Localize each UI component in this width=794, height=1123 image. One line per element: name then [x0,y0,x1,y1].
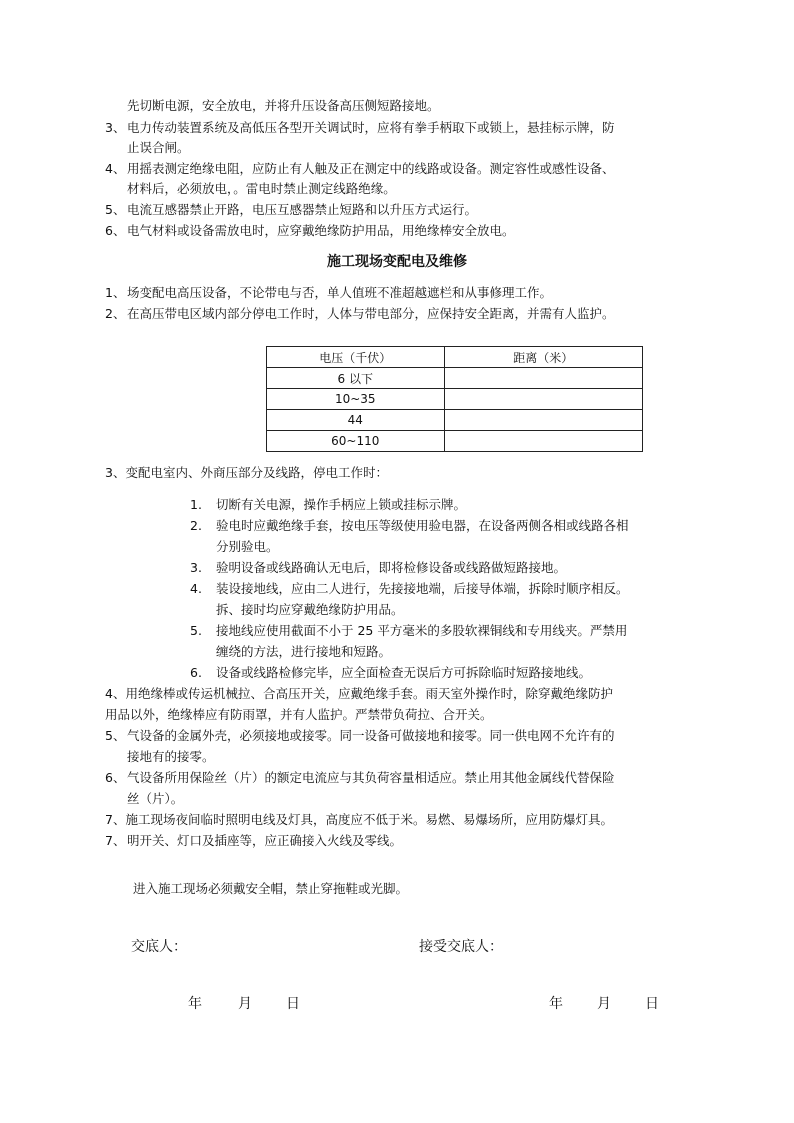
table-row [267,431,643,452]
item-heading: 3、变配电室内、外商压部分及线路，停电工作时： [105,465,388,480]
item-text: 止误合闸。 [127,140,190,155]
item-text: 用摇表测定绝缘电阻，应防止有人触及正在测定中的线路或设备。测定容性或感性设备、 [127,161,615,176]
sub-item-text: 缠绕的方法，进行接地和短路。 [216,644,392,659]
item-text: 在高压带电区域内部分停电工作时，人体与带电部分，应保持安全距离，并需有人监护。 [127,306,615,321]
item-text: 气设备的金属外壳，必须接地或接零。同一设备可做接地和接零。同一供电网不允许有的 [127,728,615,743]
safety-notice: 进入施工现场必须戴安全帽，禁止穿拖鞋或光脚。 [133,881,409,896]
item-text: 7、施工现场夜间临时照明电线及灯具，高度应不低于米。易燃、易爆场所，应用防爆灯具。 [105,812,613,827]
item-number: 2、 [105,306,126,321]
item-number: 5、 [105,728,126,743]
cell-distance [444,431,642,452]
item-text: 场变配电高压设备，不论带电与否，单人值班不准超越遮栏和从事修理工作。 [127,285,553,300]
sub-item-number: 1. [190,497,202,512]
item-text: 电流互感器禁止开路，电压互感器禁止短路和以升压方式运行。 [127,202,478,217]
header-distance: 距离（米） [444,347,642,368]
continuation-line: 先切断电源，安全放电，并将升压设备高压侧短路接地。 [127,98,440,113]
sub-item-text: 拆、接时均应穿戴绝缘防护用品。 [216,602,404,617]
cell-voltage: 6 以下 [267,368,445,389]
sub-item-text: 分别验电。 [216,539,279,554]
sub-item-text: 设备或线路检修完毕，应全面检查无误后方可拆除临时短路接地线。 [216,665,592,680]
date-day: 日 [286,996,300,1012]
table-row [267,410,643,431]
section-title: 施工现场变配电及维修 [327,254,467,270]
item-number: 6、 [105,223,126,238]
item-text: 用品以外，绝缘棒应有防雨罩，并有人监护。严禁带负荷拉、合开关。 [105,707,493,722]
item-number: 6、 [105,770,126,785]
sub-item-number: 4. [190,581,202,596]
table-row [267,368,643,389]
item-number: 4、 [105,161,126,176]
sub-item-text: 接地线应使用截面不小于 25 平方毫米的多股软裸铜线和专用线夹。严禁用 [216,623,628,638]
signer-label: 交底人： [131,939,187,955]
cell-voltage: 10~35 [267,389,445,410]
table-header-row [267,347,643,368]
item-text: 4、用绝缘棒或传运机械拉、合高压开关，应戴绝缘手套。雨天室外操作时，除穿戴绝缘防护 [105,686,613,701]
sub-item-text: 验电时应戴绝缘手套，按电压等级使用验电器，在设备两侧各相或线路各相 [216,518,629,533]
cell-voltage: 60~110 [267,431,445,452]
cell-distance [444,389,642,410]
sub-item-number: 3. [190,560,202,575]
item-text: 丝（片）。 [127,791,184,806]
cell-distance [444,410,642,431]
sub-item-number: 6. [190,665,202,680]
receiver-label: 接受交底人： [419,939,503,955]
sub-item-text: 切断有关电源，操作手柄应上锁或挂标示牌。 [216,497,467,512]
date-year: 年 [549,996,563,1012]
sub-item-text: 装设接地线，应由二人进行，先接接地端，后接导体端，拆除时顺序相反。 [216,581,629,596]
item-number: 1、 [105,285,126,300]
cell-voltage: 44 [267,410,445,431]
item-number: 7、 [105,833,126,848]
date-day: 日 [645,996,659,1012]
item-text: 电力传动装置系统及高低压各型开关调试时，应将有拳手柄取下或锁上，悬挂标示牌，防 [127,120,615,135]
sub-item-number: 5. [190,623,202,638]
header-voltage: 电压（千伏） [267,347,445,368]
item-text: 接地有的接零。 [127,749,215,764]
item-number: 3、 [105,120,126,135]
date-month: 月 [238,996,252,1012]
date-month: 月 [597,996,611,1012]
sub-item-number: 2. [190,518,202,533]
table-row [267,389,643,410]
sub-item-text: 验明设备或线路确认无电后，即将检修设备或线路做短路接地。 [216,560,567,575]
item-text: 电气材料或设备需放电时，应穿戴绝缘防护用品，用绝缘棒安全放电。 [127,223,515,238]
date-year: 年 [188,996,202,1012]
cell-distance [444,368,642,389]
item-number: 5、 [105,202,126,217]
item-text: 材料后，必须放电，。雷电时禁止测定线路绝缘。 [127,181,396,196]
item-text: 明开关、灯口及插座等，应正确接入火线及零线。 [127,833,403,848]
voltage-distance-table [266,346,643,452]
item-text: 气设备所用保险丝（片）的额定电流应与其负荷容量相适应。禁止用其他金属线代替保险 [127,770,615,785]
